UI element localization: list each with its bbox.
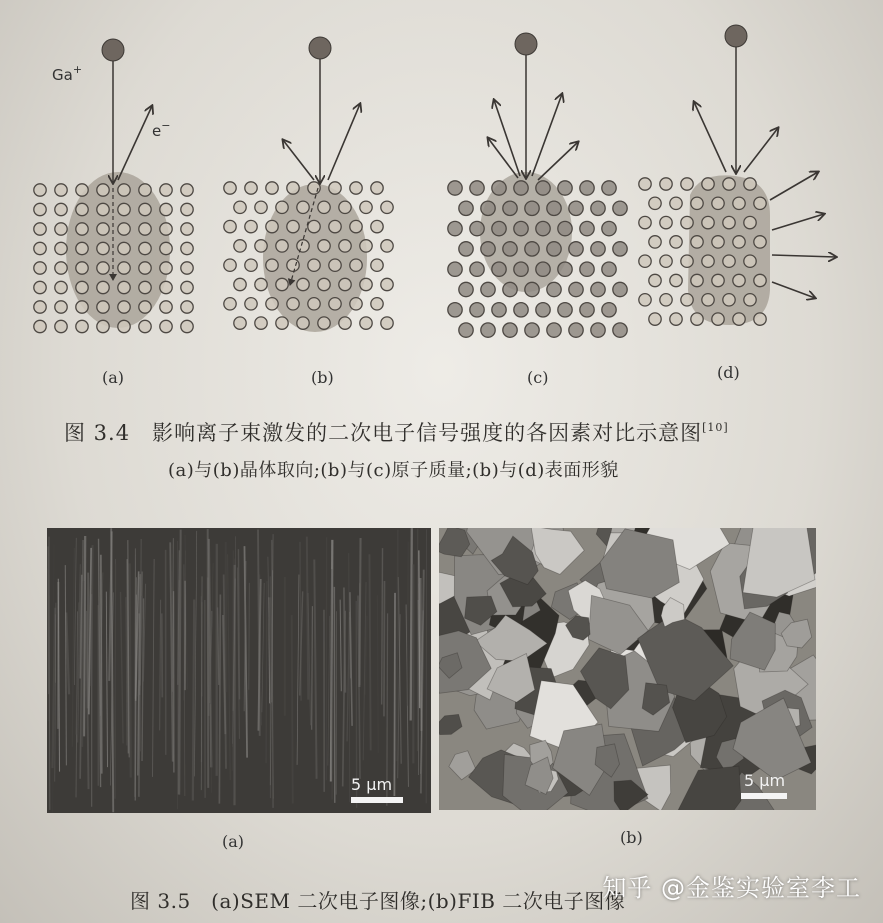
atom-b <box>224 220 236 232</box>
heavy-atom-c <box>602 262 616 276</box>
atom-d <box>712 313 724 325</box>
atom-b <box>255 317 267 329</box>
atom-b <box>308 182 320 194</box>
heavy-atom-c <box>503 323 517 337</box>
heavy-atom-c <box>492 262 506 276</box>
atom-b <box>329 182 341 194</box>
heavy-atom-c <box>580 181 594 195</box>
atom-a <box>160 301 172 313</box>
atom-a <box>76 223 88 235</box>
heavy-atom-c <box>547 242 561 256</box>
heavy-atom-c <box>448 262 462 276</box>
atom-b <box>381 201 393 213</box>
atom-b <box>266 298 278 310</box>
heavy-atom-c <box>492 181 506 195</box>
atom-b <box>371 298 383 310</box>
ga-ion-d <box>725 25 747 47</box>
ga-ion-b <box>309 37 331 59</box>
micrograph-label-b: (b) <box>620 828 643 847</box>
atom-a <box>160 223 172 235</box>
atom-a <box>181 262 193 274</box>
atom-a <box>181 281 193 293</box>
atom-a <box>118 320 130 332</box>
atom-a <box>181 242 193 254</box>
atom-d <box>702 294 714 306</box>
atom-b <box>360 240 372 252</box>
atom-d <box>702 216 714 228</box>
atom-d <box>691 197 703 209</box>
heavy-atom-c <box>613 282 627 296</box>
heavy-atom-c <box>558 303 572 317</box>
atom-d <box>660 178 672 190</box>
atom-b <box>350 182 362 194</box>
atom-b <box>297 201 309 213</box>
atom-a <box>34 320 46 332</box>
heavy-atom-c <box>470 303 484 317</box>
atom-b <box>360 278 372 290</box>
heavy-atom-c <box>536 303 550 317</box>
atom-d <box>712 274 724 286</box>
heavy-atom-c <box>613 323 627 337</box>
sem-scale-bar <box>351 797 403 803</box>
atom-a <box>139 262 151 274</box>
atom-b <box>255 201 267 213</box>
atom-b <box>360 317 372 329</box>
atom-a <box>97 223 109 235</box>
heavy-atom-c <box>547 201 561 215</box>
atom-b <box>287 298 299 310</box>
atom-d <box>754 197 766 209</box>
heavy-atom-c <box>591 201 605 215</box>
atom-b <box>339 201 351 213</box>
heavy-atom-c <box>569 201 583 215</box>
atom-d <box>681 216 693 228</box>
atom-d <box>670 313 682 325</box>
atom-b <box>308 259 320 271</box>
atom-b <box>297 278 309 290</box>
heavy-atom-c <box>591 323 605 337</box>
atom-d <box>733 236 745 248</box>
atom-a <box>97 320 109 332</box>
atom-a <box>55 262 67 274</box>
fib-secondary-electron-image <box>439 528 816 810</box>
atom-d <box>754 274 766 286</box>
atom-b <box>381 278 393 290</box>
atom-b <box>381 240 393 252</box>
atom-b <box>381 317 393 329</box>
heavy-atom-c <box>481 323 495 337</box>
atom-a <box>55 184 67 196</box>
atom-a <box>97 203 109 215</box>
atom-a <box>76 184 88 196</box>
atom-b <box>276 240 288 252</box>
panel-label-b: (b) <box>311 368 334 387</box>
atom-d <box>754 236 766 248</box>
heavy-atom-c <box>525 323 539 337</box>
atom-a <box>139 320 151 332</box>
heavy-atom-c <box>547 282 561 296</box>
atom-a <box>34 262 46 274</box>
heavy-atom-c <box>536 221 550 235</box>
atom-a <box>118 281 130 293</box>
heavy-atom-c <box>459 282 473 296</box>
atom-b <box>287 259 299 271</box>
atom-d <box>670 197 682 209</box>
heavy-atom-c <box>602 181 616 195</box>
atom-d <box>733 313 745 325</box>
atom-a <box>118 301 130 313</box>
electron-label: e− <box>152 119 171 140</box>
heavy-atom-c <box>492 221 506 235</box>
atom-a <box>34 301 46 313</box>
atom-d <box>712 197 724 209</box>
atom-b <box>266 220 278 232</box>
atom-b <box>245 298 257 310</box>
heavy-atom-c <box>580 221 594 235</box>
atom-d <box>691 236 703 248</box>
atom-a <box>55 242 67 254</box>
atom-a <box>55 203 67 215</box>
heavy-atom-c <box>558 262 572 276</box>
heavy-atom-c <box>602 221 616 235</box>
atom-a <box>34 223 46 235</box>
atom-a <box>139 242 151 254</box>
heavy-atom-c <box>470 181 484 195</box>
heavy-atom-c <box>514 303 528 317</box>
heavy-atom-c <box>514 221 528 235</box>
heavy-atom-c <box>503 242 517 256</box>
heavy-atom-c <box>569 242 583 256</box>
atom-b <box>308 298 320 310</box>
atom-a <box>76 262 88 274</box>
atom-d <box>712 236 724 248</box>
heavy-atom-c <box>536 262 550 276</box>
atom-b <box>360 201 372 213</box>
heavy-atom-c <box>613 242 627 256</box>
heavy-atom-c <box>525 201 539 215</box>
atom-d <box>723 178 735 190</box>
atom-d <box>702 178 714 190</box>
atom-b <box>350 298 362 310</box>
heavy-atom-c <box>459 201 473 215</box>
atom-d <box>754 313 766 325</box>
atom-b <box>255 240 267 252</box>
atom-b <box>329 220 341 232</box>
heavy-atom-c <box>525 282 539 296</box>
heavy-atom-c <box>492 303 506 317</box>
heavy-atom-c <box>448 181 462 195</box>
atom-a <box>139 223 151 235</box>
atom-a <box>76 320 88 332</box>
atom-d <box>639 216 651 228</box>
atom-b <box>245 259 257 271</box>
atom-a <box>118 223 130 235</box>
atom-b <box>224 259 236 271</box>
atom-d <box>681 178 693 190</box>
watermark: 知乎 @金鉴实验室李工 <box>602 874 861 902</box>
atom-d <box>733 197 745 209</box>
atom-d <box>681 255 693 267</box>
atom-a <box>181 223 193 235</box>
atom-b <box>276 201 288 213</box>
atom-d <box>744 216 756 228</box>
atom-b <box>308 220 320 232</box>
atom-b <box>255 278 267 290</box>
heavy-atom-c <box>459 242 473 256</box>
atom-b <box>224 182 236 194</box>
atom-a <box>97 301 109 313</box>
atom-b <box>318 240 330 252</box>
heavy-atom-c <box>514 262 528 276</box>
atom-b <box>234 240 246 252</box>
atom-d <box>723 255 735 267</box>
atom-d <box>639 255 651 267</box>
heavy-atom-c <box>580 303 594 317</box>
atom-d <box>660 216 672 228</box>
atom-a <box>160 320 172 332</box>
atom-b <box>339 240 351 252</box>
atom-a <box>97 242 109 254</box>
atom-a <box>118 242 130 254</box>
atom-a <box>160 262 172 274</box>
atom-b <box>234 201 246 213</box>
atom-b <box>318 278 330 290</box>
heavy-atom-c <box>481 242 495 256</box>
atom-a <box>118 262 130 274</box>
atom-a <box>118 203 130 215</box>
atom-a <box>34 184 46 196</box>
atom-a <box>97 281 109 293</box>
atom-b <box>234 278 246 290</box>
heavy-atom-c <box>470 262 484 276</box>
atom-d <box>744 294 756 306</box>
atom-d <box>639 178 651 190</box>
atom-b <box>329 259 341 271</box>
atom-b <box>245 182 257 194</box>
atom-b <box>287 220 299 232</box>
atom-b <box>350 259 362 271</box>
figure-3-4-caption: 图 3.4 影响离子束激发的二次电子信号强度的各因素对比示意图[10] <box>64 421 729 445</box>
fib-scale-bar <box>741 793 787 799</box>
atom-b <box>339 278 351 290</box>
atom-b <box>318 201 330 213</box>
heavy-atom-c <box>470 221 484 235</box>
atom-a <box>76 301 88 313</box>
atom-d <box>639 294 651 306</box>
heavy-atom-c <box>448 221 462 235</box>
heavy-atom-c <box>602 303 616 317</box>
atom-b <box>371 259 383 271</box>
atom-b <box>371 182 383 194</box>
atom-a <box>118 184 130 196</box>
atom-d <box>660 294 672 306</box>
figure-3-4-subcaption: (a)与(b)晶体取向;(b)与(c)原子质量;(b)与(d)表面形貌 <box>168 460 619 481</box>
atom-b <box>276 317 288 329</box>
atom-d <box>670 274 682 286</box>
atom-b <box>287 182 299 194</box>
ga-ion-c <box>515 33 537 55</box>
panel-label-d: (d) <box>717 363 740 382</box>
atom-b <box>224 298 236 310</box>
heavy-atom-c <box>459 323 473 337</box>
atom-a <box>55 301 67 313</box>
atom-d <box>733 274 745 286</box>
atom-b <box>266 259 278 271</box>
atom-a <box>139 301 151 313</box>
heavy-atom-c <box>591 282 605 296</box>
atom-a <box>76 203 88 215</box>
atom-b <box>371 220 383 232</box>
atom-d <box>681 294 693 306</box>
panel-label-c: (c) <box>527 368 549 387</box>
atom-b <box>297 240 309 252</box>
atom-a <box>181 203 193 215</box>
atom-a <box>55 223 67 235</box>
atom-b <box>234 317 246 329</box>
atom-d <box>691 313 703 325</box>
atom-a <box>76 281 88 293</box>
heavy-atom-c <box>525 242 539 256</box>
atom-d <box>723 294 735 306</box>
atom-d <box>691 274 703 286</box>
atom-a <box>55 320 67 332</box>
atom-a <box>97 262 109 274</box>
heavy-atom-c <box>558 221 572 235</box>
atom-a <box>139 184 151 196</box>
atom-a <box>181 320 193 332</box>
atom-a <box>160 203 172 215</box>
atom-a <box>97 184 109 196</box>
atom-d <box>649 197 661 209</box>
atom-a <box>139 203 151 215</box>
atom-d <box>744 178 756 190</box>
panel-label-a: (a) <box>102 368 125 387</box>
figure-3-5-caption: 图 3.5 (a)SEM 二次电子图像;(b)FIB 二次电子图像 <box>130 889 626 913</box>
heavy-atom-c <box>547 323 561 337</box>
heavy-atom-c <box>481 201 495 215</box>
ga-ion-a <box>102 39 124 61</box>
atom-b <box>318 317 330 329</box>
atom-a <box>34 203 46 215</box>
atom-d <box>649 274 661 286</box>
atom-a <box>181 301 193 313</box>
atom-a <box>160 242 172 254</box>
atom-a <box>160 281 172 293</box>
heavy-atom-c <box>613 201 627 215</box>
heavy-atom-c <box>558 181 572 195</box>
atom-b <box>266 182 278 194</box>
heavy-atom-c <box>448 303 462 317</box>
sem-scale-label: 5 µm <box>351 775 393 794</box>
atom-b <box>339 317 351 329</box>
heavy-atom-c <box>503 282 517 296</box>
heavy-atom-c <box>536 181 550 195</box>
atom-b <box>245 220 257 232</box>
ga-ion-label: Ga+ <box>52 63 83 84</box>
atom-a <box>181 184 193 196</box>
atom-a <box>55 281 67 293</box>
heavy-atom-c <box>569 323 583 337</box>
atom-b <box>350 220 362 232</box>
fib-scale-label: 5 µm <box>744 771 786 790</box>
micrograph-label-a: (a) <box>222 832 245 851</box>
atom-a <box>160 184 172 196</box>
atom-d <box>649 236 661 248</box>
sem-secondary-electron-image <box>47 528 431 813</box>
atom-a <box>34 281 46 293</box>
heavy-atom-c <box>514 181 528 195</box>
heavy-atom-c <box>569 282 583 296</box>
atom-b <box>297 317 309 329</box>
atom-b <box>329 298 341 310</box>
atom-d <box>744 255 756 267</box>
atom-a <box>34 242 46 254</box>
heavy-atom-c <box>591 242 605 256</box>
heavy-atom-c <box>503 201 517 215</box>
heavy-atom-c <box>481 282 495 296</box>
atom-b <box>276 278 288 290</box>
atom-d <box>723 216 735 228</box>
atom-d <box>670 236 682 248</box>
heavy-atom-c <box>580 262 594 276</box>
atom-d <box>660 255 672 267</box>
atom-a <box>139 281 151 293</box>
atom-d <box>702 255 714 267</box>
atom-d <box>649 313 661 325</box>
atom-a <box>76 242 88 254</box>
